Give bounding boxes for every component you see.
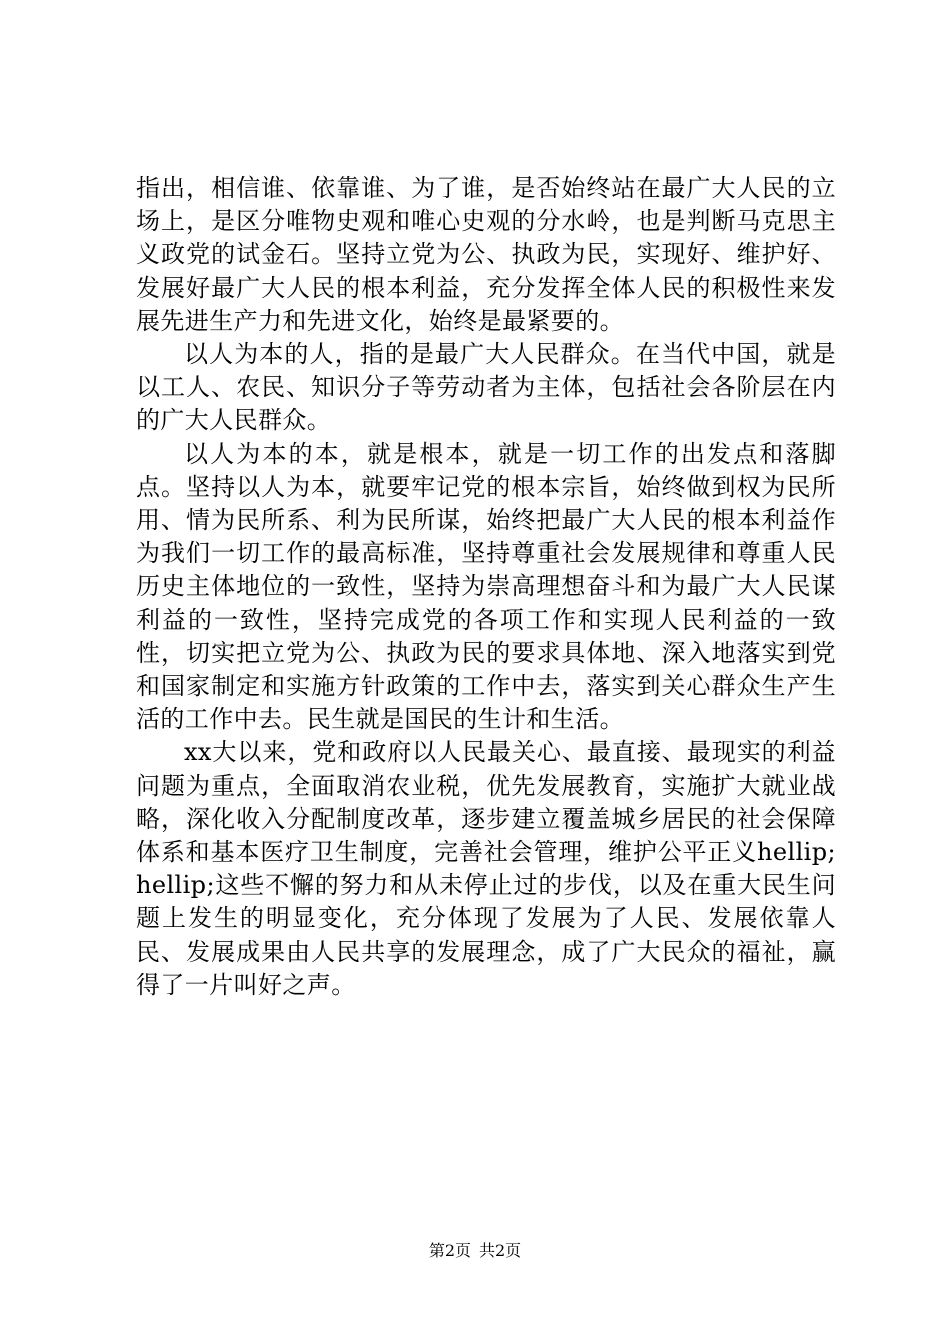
paragraph-1: 指出，相信谁、依靠谁、为了谁，是否始终站在最广大人民的立场上，是区分唯物史观和唯心史观的分水岭，也是判断马克思主义政党的试金石。坚持立党为公、执政为民，实现好、维护好、发展好最广大人民的根本利益，充分发挥全体人民的积极性来发展先进生产力和先进文化，始终是最紧要的。 <box>136 174 836 335</box>
paragraph-4: xx大以来，党和政府以人民最关心、最直接、最现实的利益问题为重点，全面取消农业税，优先发展教育，实施扩大就业战略，深化收入分配制度改革，逐步建立覆盖城乡居民的社会保障体系和基本医疗卫生制度，完善社会管理，维护公平正义hellip;hellip;这些不懈的努力和从未停止过的步伐，以及在重大民生问题上发生的明显变化，充分体现了发展为了人民、发展依靠人民、发展成果由人民共享的发展理念，成了广大民众的福祉，赢得了一片叫好之声。 <box>136 738 836 999</box>
paragraph-3: 以人为本的本，就是根本，就是一切工作的出发点和落脚点。坚持以人为本，就要牢记党的根本宗旨，始终做到权为民所用、情为民所系、利为民所谋，始终把最广大人民的根本利益作为我们一切工作的最高标准，坚持尊重社会发展规律和尊重人民历史主体地位的一致性，坚持为崇高理想奋斗和为最广大人民谋利益的一致性，坚持完成党的各项工作和实现人民利益的一致性，切实把立党为公、执政为民的要求具体地、深入地落实到党和国家制定和实施方针政策的工作中去，落实到关心群众生产生活的工作中去。民生就是国民的生计和生活。 <box>136 439 836 734</box>
page-number-total: 共2页 <box>479 1241 522 1260</box>
paragraph-2: 以人为本的人，指的是最广大人民群众。在当代中国，就是以工人、农民、知识分子等劳动者为主体，包括社会各阶层在内的广大人民群众。 <box>136 340 836 435</box>
page-footer <box>0 1241 950 1261</box>
body-text <box>136 172 836 1002</box>
page-number-current: 第2页 <box>428 1241 471 1260</box>
